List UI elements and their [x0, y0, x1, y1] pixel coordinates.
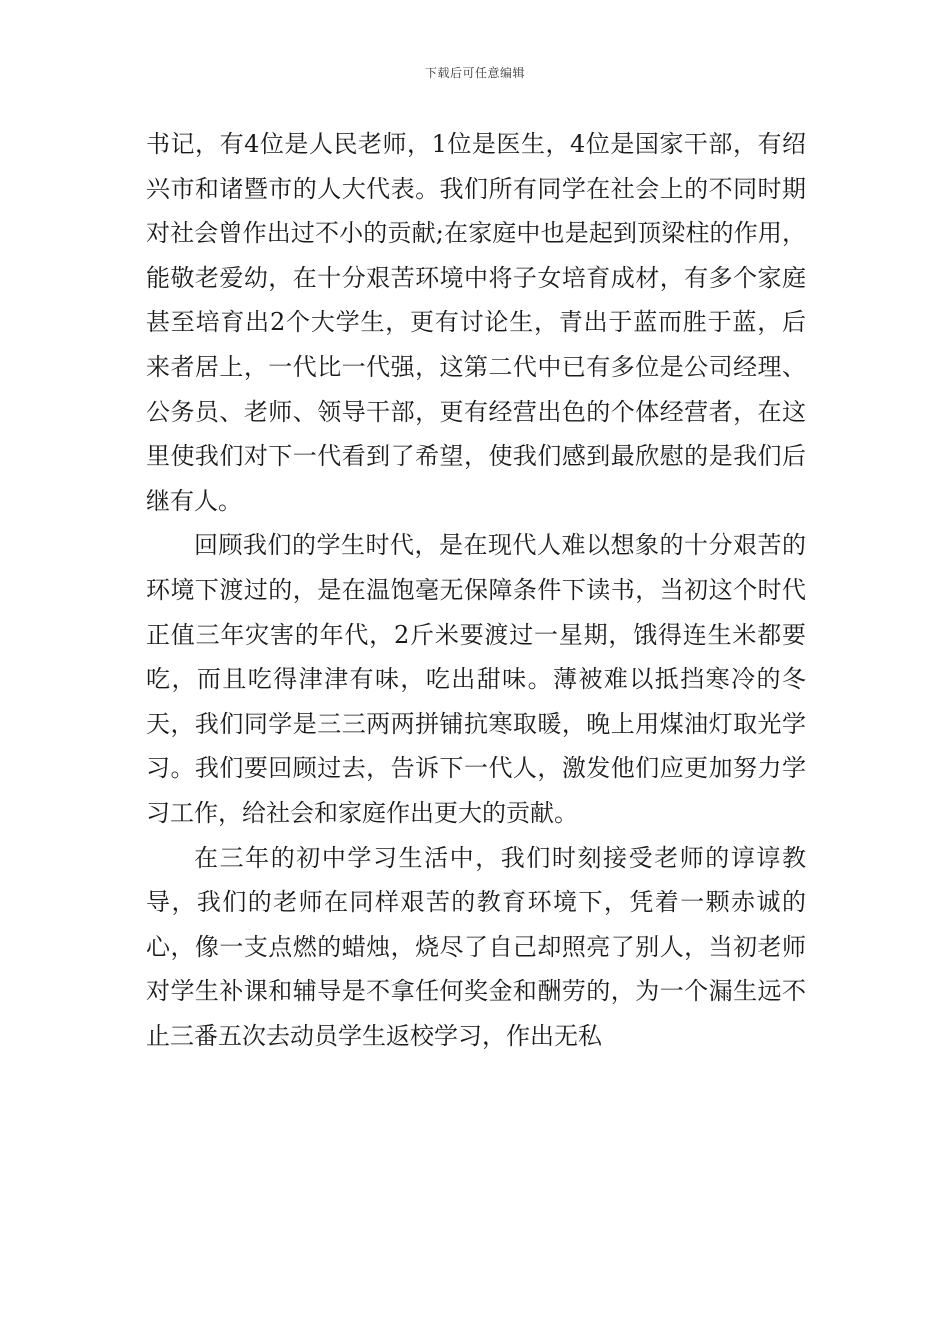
paragraph-1: 书记，有4位是人民老师，1位是医生，4位是国家干部，有绍兴市和诸暨市的人大代表。我们所有同学在社会上的不同时期对社会曾作出过不小的贡献;在家庭中也是起到顶梁柱的作用，能敬老爱幼，在十分艰苦环境中将子女培育成材，有多个家庭甚至培育出2个大学生，更有讨论生，青出于蓝而胜于蓝，后来者居上，一代比一代强，这第二代中已有多位是公司经理、公务员、老师、领导干部，更有经营出色的个体经营者，在这里使我们对下一代看到了希望，使我们感到最欣慰的是我们后继有人。 — [146, 130, 806, 515]
paragraph-2: 回顾我们的学生时代，是在现代人难以想象的十分艰苦的环境下渡过的，是在温饱毫无保障条件下读书，当初这个时代正值三年灾害的年代，2斤米要渡过一星期，饿得连生米都要吃，而且吃得津津有味，吃出甜味。薄被难以抵挡寒冷的冬天，我们同学是三三两两拼铺抗寒取暖，晚上用煤油灯取光学习。我们要回顾过去，告诉下一代人，激发他们应更加努力学习工作，给社会和家庭作出更大的贡献。 — [146, 531, 806, 827]
header-note: 下载后可任意编辑 — [424, 66, 525, 80]
document-body — [146, 122, 806, 1058]
paragraph-3: 在三年的初中学习生活中，我们时刻接受老师的谆谆教导，我们的老师在同样艰苦的教育环境下，凭着一颗赤诚的心，像一支点燃的蜡烛，烧尽了自己却照亮了别人，当初老师对学生补课和辅导是不拿任何奖金和酬劳的，为一个漏生远不止三番五次去动员学生返校学习，作出无私 — [146, 843, 806, 1050]
